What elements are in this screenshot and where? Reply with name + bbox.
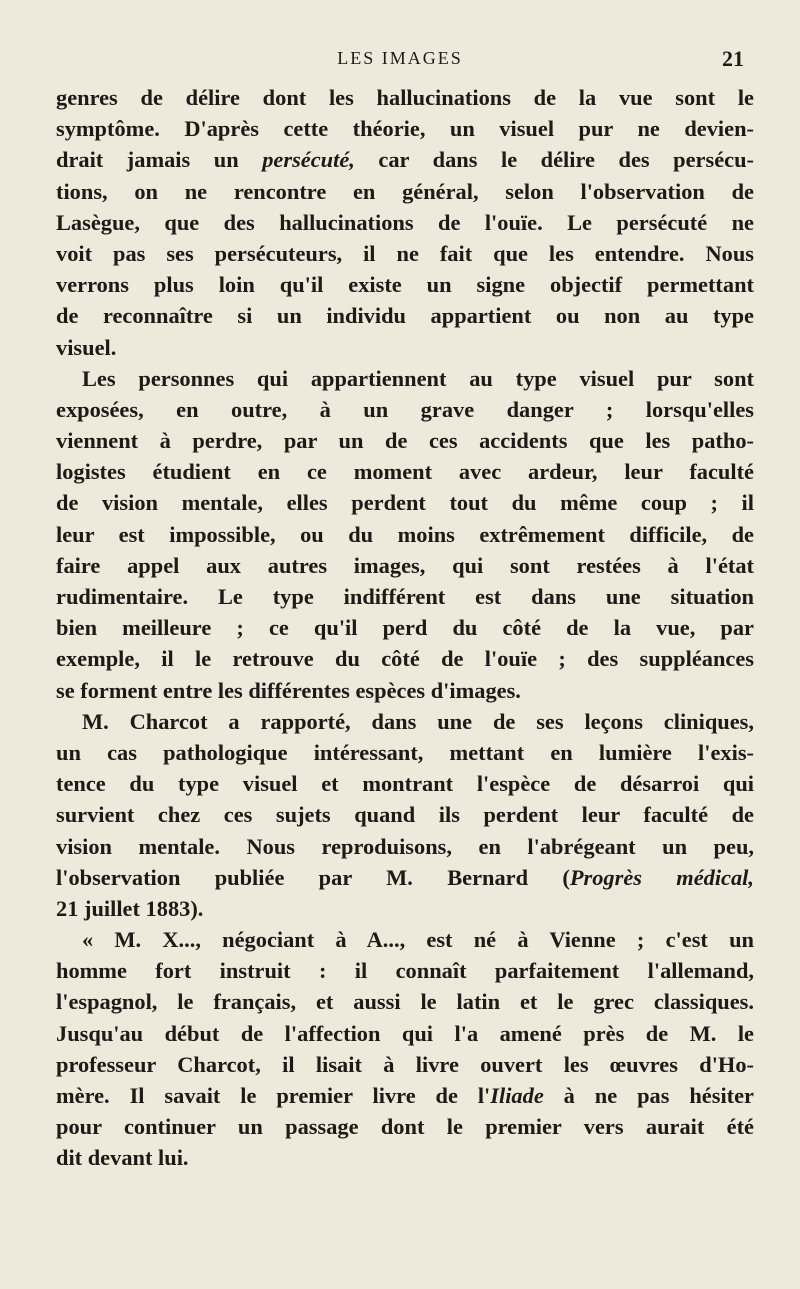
title-iliade: Iliade (490, 1083, 544, 1108)
text-line: voit pas ses persécuteurs, il ne fait que les entendre. Nous (56, 240, 754, 266)
text-line: rudimentaire. Le type indifférent est dans une situation (56, 584, 754, 609)
text-line: mère. Il savait le premier livre de l'Iliade à ne pas hésiter (56, 1083, 754, 1108)
text-line: tions, on ne rencontre en général, selon l'observation de (56, 178, 754, 204)
text-line: exposées, en outre, à un grave danger ; lorsqu'elles (56, 396, 754, 422)
text-line: genres de délire dont les hallucinations de la vue sont le (56, 85, 754, 110)
paragraph-start: Les personnes qui appartiennent au type visuel pur sont (82, 365, 754, 391)
text-line: un cas pathologique intéressant, mettant en lumière l'exis- (56, 739, 754, 765)
text-line: homme fort instruit : il connaît parfaitement l'allemand, (56, 958, 754, 984)
text-line: symptôme. D'après cette théorie, un visuel pur ne devien- (56, 116, 754, 142)
text-line: dit devant lui. (56, 1145, 189, 1171)
text-line: de vision mentale, elles perdent tout du même coup ; il (56, 490, 754, 516)
text-line: 21 juillet 1883). (56, 895, 204, 921)
running-title: LES IMAGES (337, 48, 463, 68)
citation-journal: Progrès médical, (569, 864, 755, 890)
text-line: pour continuer un passage dont le premier vers aurait été (56, 1114, 754, 1140)
text-line: logistes étudient en ce moment avec ardeur, leur faculté (56, 459, 754, 485)
body-text (56, 82, 754, 1174)
text-line: se forment entre les différentes espèces d'images. (56, 677, 521, 703)
paragraph-start: M. Charcot a rapporté, dans une de ses leçons cliniques, (82, 708, 754, 734)
text-line: bien meilleure ; ce qu'il perd du côté de la vue, par (56, 615, 754, 641)
emphasis-persecute: persécuté, (262, 147, 355, 173)
paragraph-start: « M. X..., négociant à A..., est né à Vienne ; c'est un (82, 927, 754, 953)
text-line: drait jamais un persécuté, car dans le délire des persécu- (56, 147, 754, 173)
text-line: faire appel aux autres images, qui sont restées à l'état (56, 552, 754, 578)
text-line: visuel. (56, 334, 117, 360)
text-line: professeur Charcot, il lisait à livre ouvert les œuvres d'Ho- (56, 1051, 754, 1077)
text-line: Lasègue, que des hallucinations de l'ouïe. Le persécuté ne (56, 209, 754, 235)
running-header (0, 48, 800, 78)
text-line: survient chez ces sujets quand ils perdent leur faculté de (56, 802, 754, 828)
page-number: 21 (722, 46, 744, 71)
text-line: de reconnaître si un individu appartient ou non au type (56, 303, 754, 329)
text-line: l'espagnol, le français, et aussi le latin et le grec classiques. (56, 989, 754, 1015)
text-line: Jusqu'au début de l'affection qui l'a amené près de M. le (56, 1020, 754, 1046)
text-line: leur est impossible, ou du moins extrêmement difficile, de (56, 521, 754, 547)
text-line: verrons plus loin qu'il existe un signe objectif permettant (56, 272, 754, 298)
text-line: vision mentale. Nous reproduisons, en l'abrégeant un peu, (56, 833, 754, 859)
text-line: viennent à perdre, par un de ces accidents que les patho- (56, 428, 754, 454)
text-line: l'observation publiée par M. Bernard (Progrès médical, (56, 864, 755, 890)
text-line: tence du type visuel et montrant l'espèce de désarroi qui (56, 771, 754, 797)
text-line: exemple, il le retrouve du côté de l'ouïe ; des suppléances (56, 646, 754, 672)
